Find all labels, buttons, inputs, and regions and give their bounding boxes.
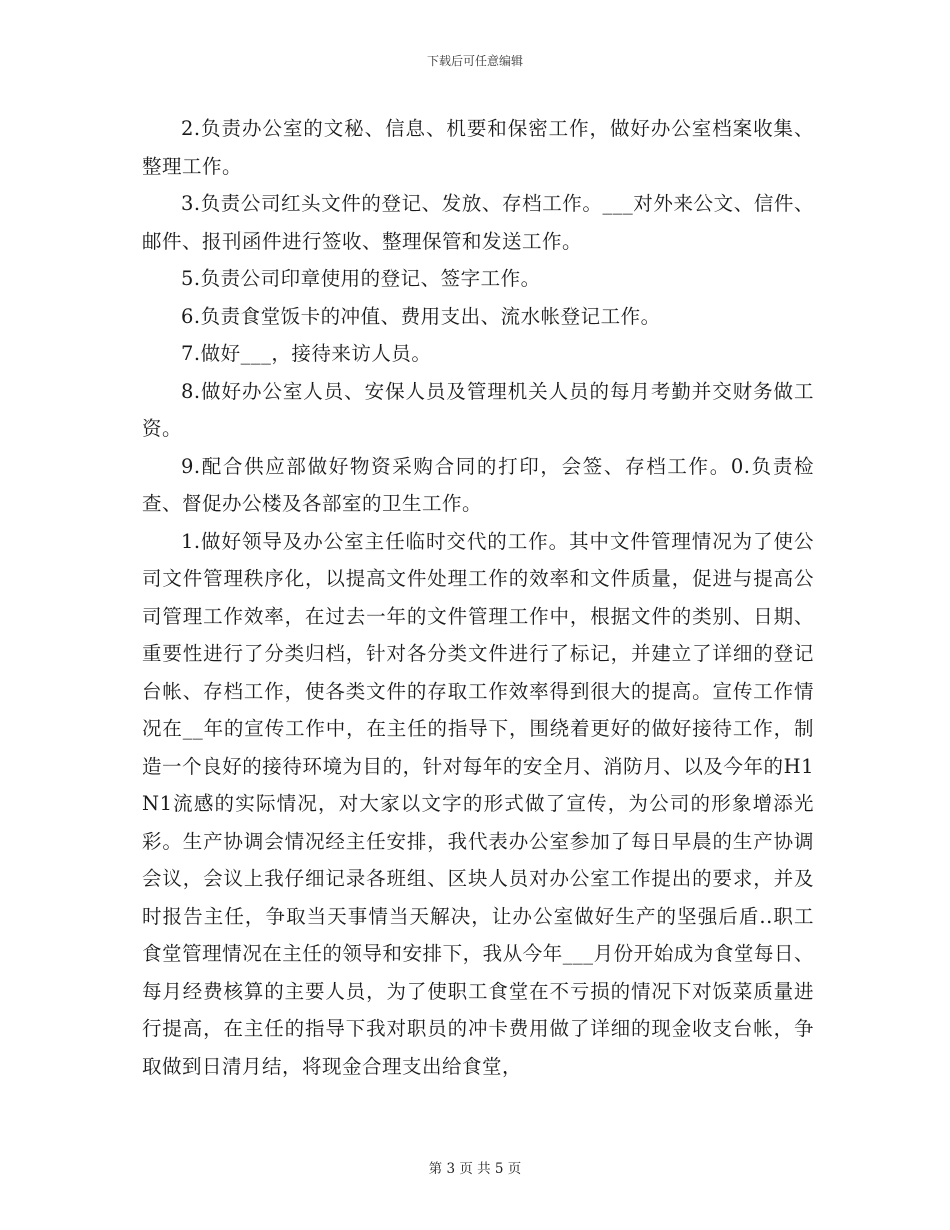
document-body xyxy=(142,110,814,1085)
paragraph-duty-1-summary: 1.做好领导及办公室主任临时交代的工作。其中文件管理情况为了使公司文件管理秩序化，以提高文件处理工作的效率和文件质量，促进与提高公司管理工作效率，在过去一年的文件管理工作中，根据文件的类别、日期、重要性进行了分类归档，针对各分类文件进行了标记，并建立了详细的登记台帐、存档工作，使各类文件的存取工作效率得到很大的提高。宣传工作情况在__年的宣传工作中，在主任的指导下，围绕着更好的做好接待工作，制造一个良好的接待环境为目的，针对每年的安全月、消防月、以及今年的H1N1流感的实际情况，对大家以文字的形式做了宣传，为公司的形象增添光彩。生产协调会情况经主任安排，我代表办公室参加了每日早晨的生产协调会议，会议上我仔细记录各班组、区块人员对办公室工作提出的要求，并及时报告主任，争取当天事情当天解决，让办公室做好生产的坚强后盾..职工食堂管理情况在主任的领导和安排下，我从今年___月份开始成为食堂每日、每月经费核算的主要人员，为了使职工食堂在不亏损的情况下对饭菜质量进行提高，在主任的指导下我对职员的冲卡费用做了详细的现金收支台帐，争取做到日清月结，将现金合理支出给食堂， xyxy=(142,529,814,1078)
paragraph-duty-3: 3.负责公司红头文件的登记、发放、存档工作。___对外来公文、信件、邮件、报刊函件进行签收、整理保管和发送工作。 xyxy=(142,192,814,253)
paragraph-duty-6: 6.负责食堂饭卡的冲值、费用支出、流水帐登记工作。 xyxy=(181,304,661,328)
paragraph-duty-7: 7.做好___，接待来访人员。 xyxy=(181,342,432,365)
paragraph-duty-9: 9.配合供应部做好物资采购合同的打印，会签、存档工作。0.负责检查、督促办公楼及各部室的卫生工作。 xyxy=(142,454,814,515)
page-header: 下载后可任意编辑 xyxy=(426,54,523,68)
paragraph-duty-2: 2.负责办公室的文秘、信息、机要和保密工作，做好办公室档案收集、整理工作。 xyxy=(142,117,814,178)
paragraph-duty-5: 5.负责公司印章使用的登记、签字工作。 xyxy=(181,267,541,290)
page-number: 第 3 页 共 5 页 xyxy=(428,1161,522,1177)
paragraph-duty-8: 8.做好办公室人员、安保人员及管理机关人员的每月考勤并交财务做工资。 xyxy=(142,379,814,440)
